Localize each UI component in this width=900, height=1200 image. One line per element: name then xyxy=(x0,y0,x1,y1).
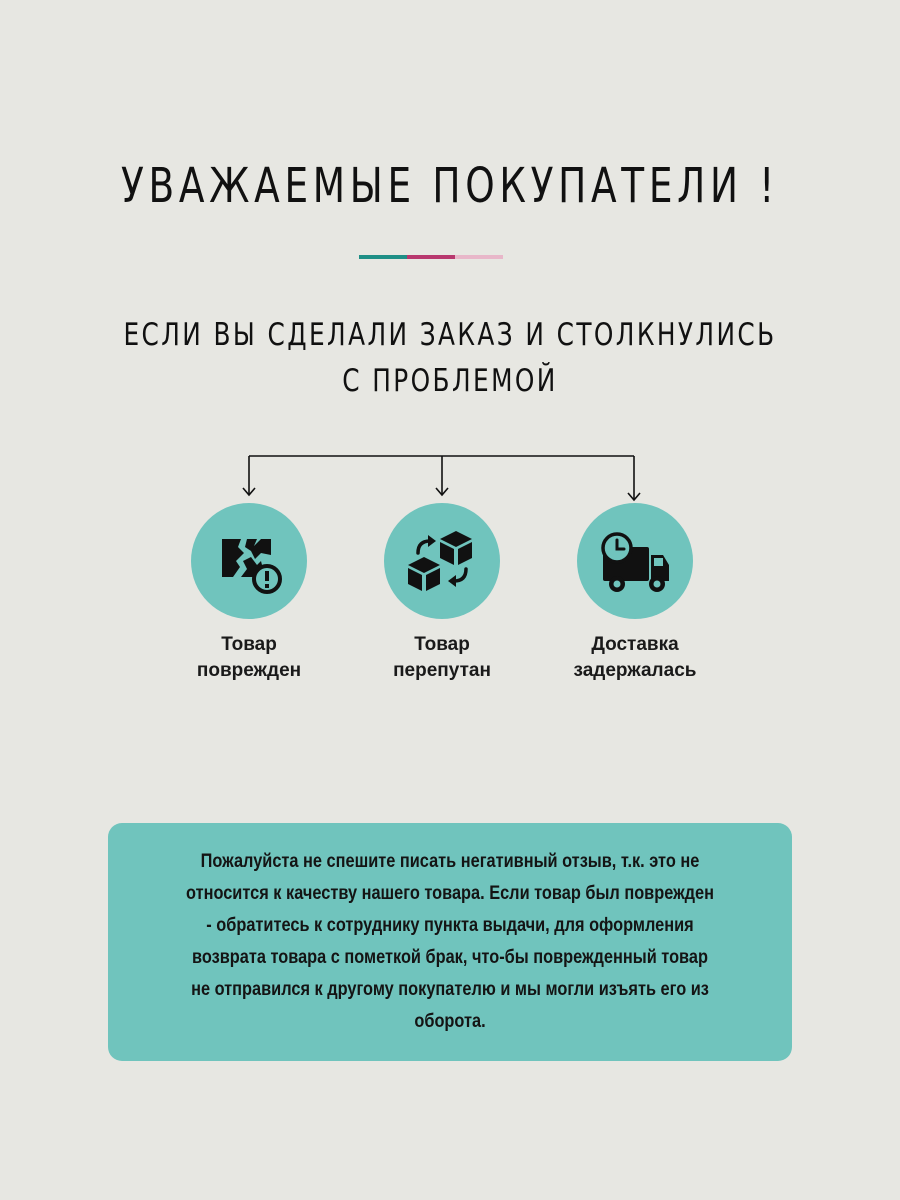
problem-circle-damaged xyxy=(191,503,307,619)
page-title: УВАЖАЕМЫЕ ПОКУПАТЕЛИ ! xyxy=(121,158,779,214)
problem-circle-swapped xyxy=(384,503,500,619)
subtitle-line-2: С ПРОБЛЕМОЙ xyxy=(342,363,558,399)
problem-label-swapped: Товар перепутан xyxy=(393,634,491,681)
subtitle-line-1: ЕСЛИ ВЫ СДЕЛАЛИ ЗАКАЗ И СТОЛКНУЛИСЬ xyxy=(123,317,777,353)
delivery-truck-clock-icon xyxy=(577,503,693,619)
problem-label-damaged: Товар поврежден xyxy=(196,634,302,681)
notice-text: Пожалуйста не спешите писать негативный отзыв, т.к. это не относится к качеству нашего товара. Если товар был поврежден - обратитесь к сотруднику пункта выдачи, для оформления возврата товара с пометкой брак, что-бы поврежденный товар не отправился к другому покупателю и мы могли изъять его из оборота. xyxy=(186,851,714,1032)
damaged-box-icon xyxy=(191,503,307,619)
swapped-boxes-icon xyxy=(384,503,500,619)
connector-arrows xyxy=(0,0,900,520)
problem-circle-delayed xyxy=(577,503,693,619)
problem-label-delayed: Доставка задержалась xyxy=(573,634,697,681)
notice-box xyxy=(108,823,792,1061)
